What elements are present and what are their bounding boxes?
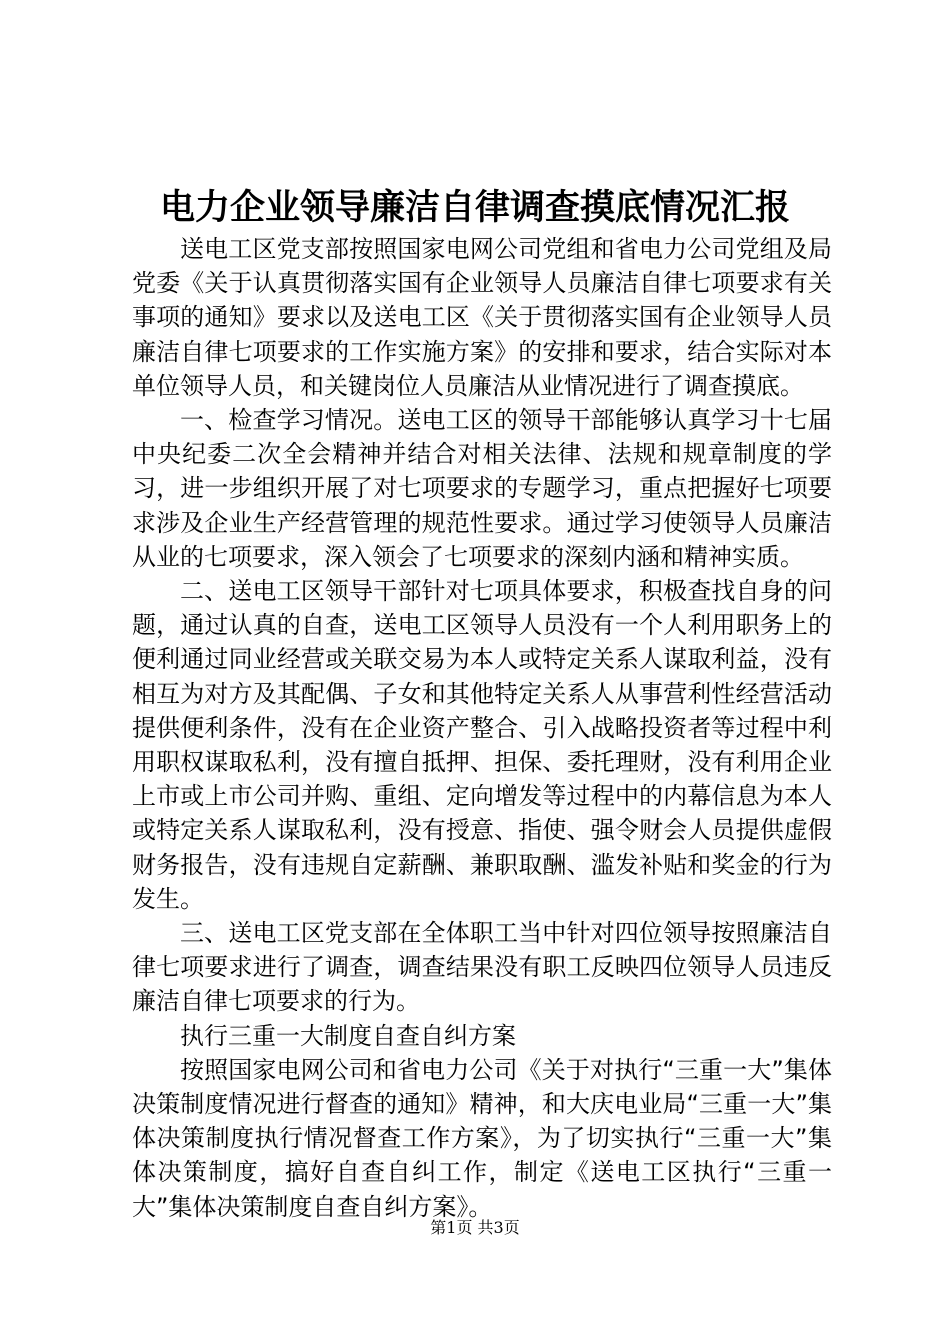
paragraph-section-3: 三、送电工区党支部在全体职工当中针对四位领导按照廉洁自律七项要求进行了调查，调查结果没有职工反映四位领导人员违反廉洁自律七项要求的行为。 xyxy=(132,919,832,1016)
paragraph-intro: 送电工区党支部按照国家电网公司党组和省电力公司党组及局党委《关于认真贯彻落实国有企业领导人员廉洁自律七项要求有关事项的通知》要求以及送电工区《关于贯彻落实国有企业领导人员廉洁自律七项要求的工作实施方案》的安排和要求，结合实际对本单位领导人员，和关键岗位人员廉洁从业情况进行了调查摸底。 xyxy=(132,235,832,400)
paragraph-section-1: 一、检查学习情况。送电工区的领导干部能够认真学习十七届中央纪委二次全会精神并结合对相关法律、法规和规章制度的学习，进一步组织开展了对七项要求的专题学习，重点把握好七项要求涉及企业生产经营管理的规范性要求。通过学习使领导人员廉洁从业的七项要求，深入领会了七项要求的深刻内涵和精神实质。 xyxy=(132,406,832,571)
document-body xyxy=(132,232,832,1224)
paragraph-section-2: 二、送电工区领导干部针对七项具体要求，积极查找自身的问题，通过认真的自查，送电工区领导人员没有一个人利用职务上的便利通过同业经营或关联交易为本人或特定关系人谋取利益，没有相互为对方及其配偶、子女和其他特定关系人从事营利性经营活动提供便利条件，没有在企业资产整合、引入战略投资者等过程中利用职权谋取私利，没有擅自抵押、担保、委托理财，没有利用企业上市或上市公司并购、重组、定向增发等过程中的内幕信息为本人或特定关系人谋取私利，没有授意、指使、强令财会人员提供虚假财务报告，没有违规自定薪酬、兼职取酬、滥发补贴和奖金的行为发生。 xyxy=(132,577,832,913)
paragraph-subheading: 执行三重一大制度自查自纠方案 xyxy=(180,1021,516,1050)
paragraph-plan: 按照国家电网公司和省电力公司《关于对执行“三重一大”集体决策制度情况进行督查的通知》精神，和大庆电业局“三重一大”集体决策制度执行情况督查工作方案》，为了切实执行“三重一大”集体决策制度，搞好自查自纠工作，制定《送电工区执行“三重一大”集体决策制度自查自纠方案》。 xyxy=(132,1055,832,1221)
document-title: 电力企业领导廉洁自律调查摸底情况汇报 xyxy=(159,187,790,228)
page-footer: 第1页 共3页 xyxy=(430,1218,520,1237)
